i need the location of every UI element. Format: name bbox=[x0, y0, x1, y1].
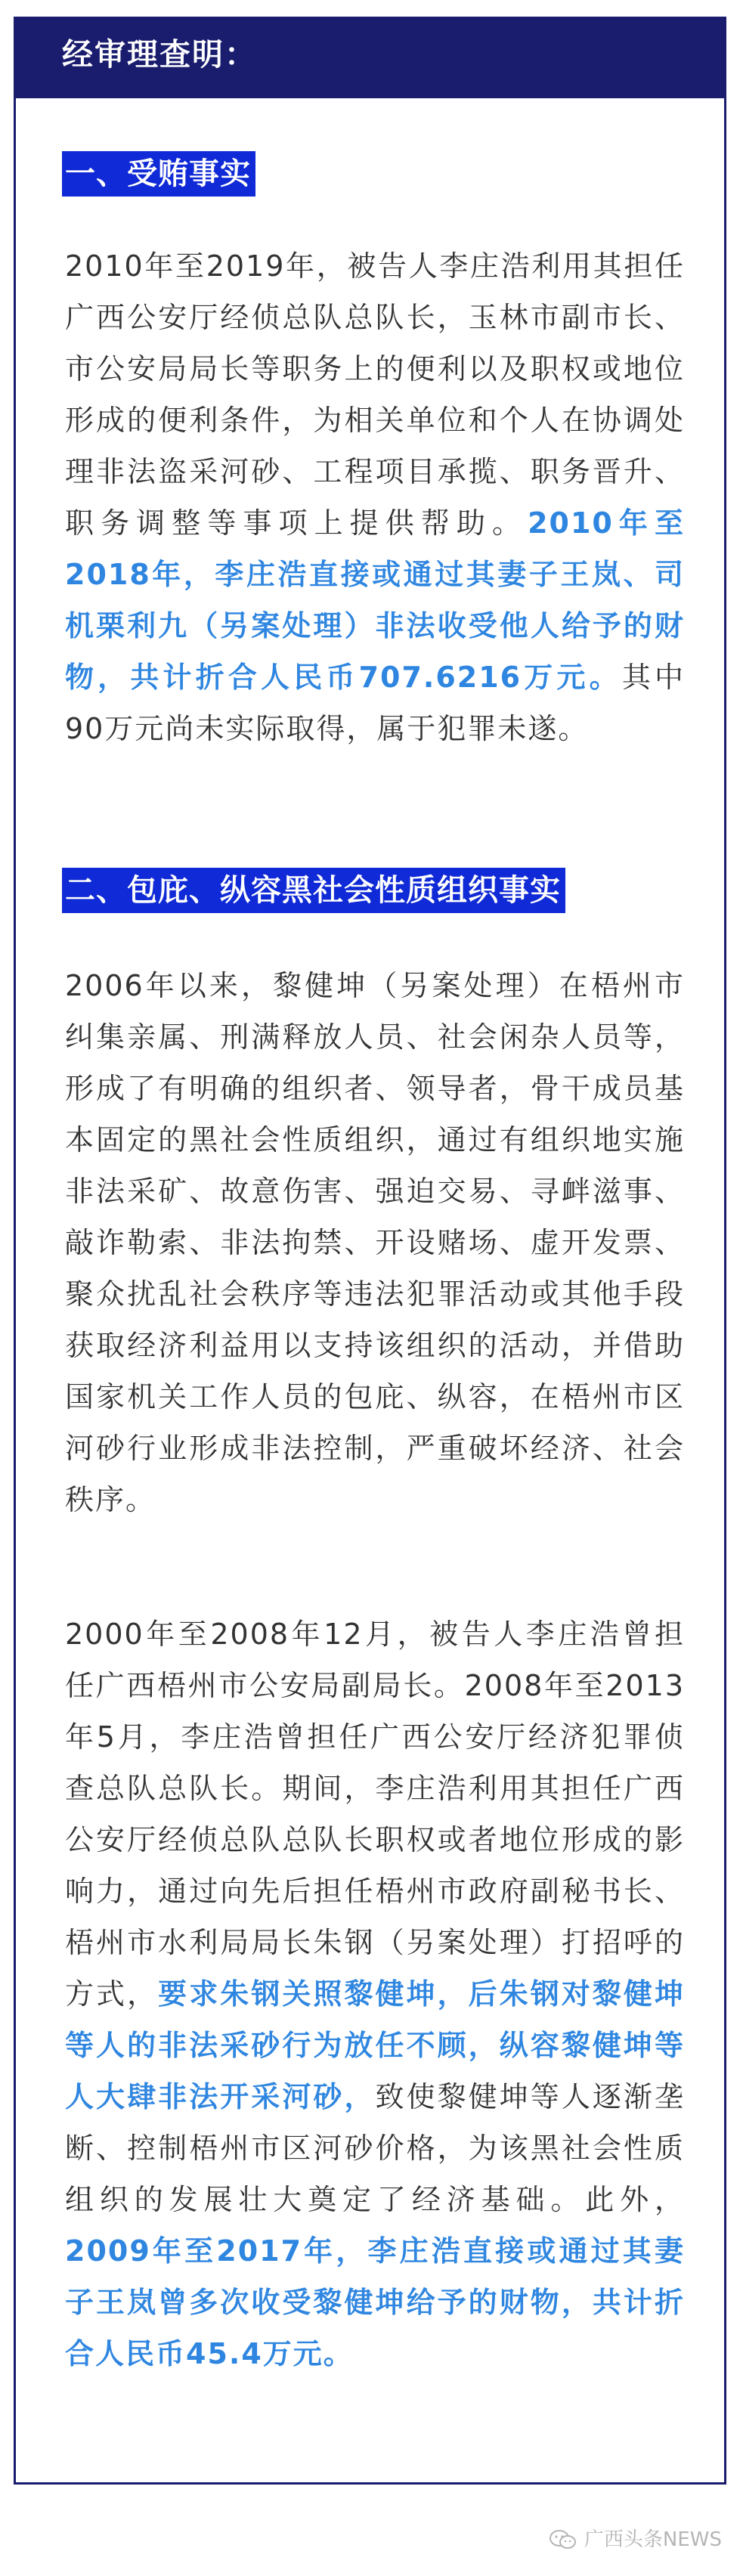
section-heading-bribery: 一、受贿事实 bbox=[62, 151, 255, 197]
page-title: 经审理查明： bbox=[62, 36, 257, 73]
paragraph-bribery bbox=[65, 240, 685, 754]
paragraph-text: 2006年以来，黎健坤（另案处理）在梧州市纠集亲属、刑满释放人员、社会闲杂人员等，形成了有明确的组织者、领导者，骨干成员基本固定的黑社会性质组织，通过有组织地实施非法采矿、故意伤害、强迫交易、寻衅滋事、敲诈勒索、非法拘禁、开设赌场、虚开发票、聚众扰乱社会秩序等违法犯罪活动或其他手段获取经济利益用以支持该组织的活动，并借助国家机关工作人员的包庇、纵容，在梧州市区河砂行业形成非法控制，严重破坏经济、社会秩序。 bbox=[65, 969, 685, 1516]
paragraph-text: 致使黎健坤等人逐渐垄断、控制梧州市区河砂价格，为该黑社会性质组织的发展壮大奠定了经济基础。此外， bbox=[65, 2080, 685, 2216]
paragraph-text: 2000年至2008年12月，被告人李庄浩曾担任广西梧州市公安局副局长。2008年至2013年5月，李庄浩曾担任广西公安厅经济犯罪侦查总队总队长。期间，李庄浩利用其担任广西公安厅经侦总队总队长职权或者地位形成的影响力，通过向先后担任梧州市政府副秘书长、梧州市水利局局长朱钢（另案处理）打招呼的方式， bbox=[65, 1618, 685, 2011]
wechat-icon bbox=[548, 2529, 578, 2550]
highlighted-text: 2009年至2017年，李庄浩直接或通过其妻子王岚曾多次收受黎健坤给予的财物，共计折合人民币45.4万元。 bbox=[65, 2234, 685, 2370]
paragraph-connivance bbox=[65, 1608, 685, 2379]
watermark bbox=[548, 2525, 722, 2555]
highlighted-text: 要求朱钢关照黎健坤，后朱钢对黎健坤等人的非法采砂行为放任不顾，纵容黎健坤等人大肆非法开采河砂， bbox=[65, 1977, 685, 2113]
paragraph-text: 2010年至2019年，被告人李庄浩利用其担任广西公安厅经侦总队总队长，玉林市副市长、市公安局局长等职务上的便利以及职权或地位形成的便利条件，为相关单位和个人在协调处理非法盗采河砂、工程项目承揽、职务晋升、职务调整等事项上提供帮助。 bbox=[65, 249, 685, 540]
section-heading-protection: 二、包庇、纵容黑社会性质组织事实 bbox=[62, 868, 565, 913]
paragraph-organization bbox=[65, 960, 685, 1525]
highlighted-text: 2010年至2018年，李庄浩直接或通过其妻子王岚、司机栗利九（另案处理）非法收受他人给予的财物，共计折合人民币707.6216万元。 bbox=[65, 506, 685, 694]
paragraph-text: 其中90万元尚未实际取得，属于犯罪未遂。 bbox=[65, 661, 685, 745]
watermark-text: 广西头条NEWS bbox=[584, 2528, 722, 2551]
